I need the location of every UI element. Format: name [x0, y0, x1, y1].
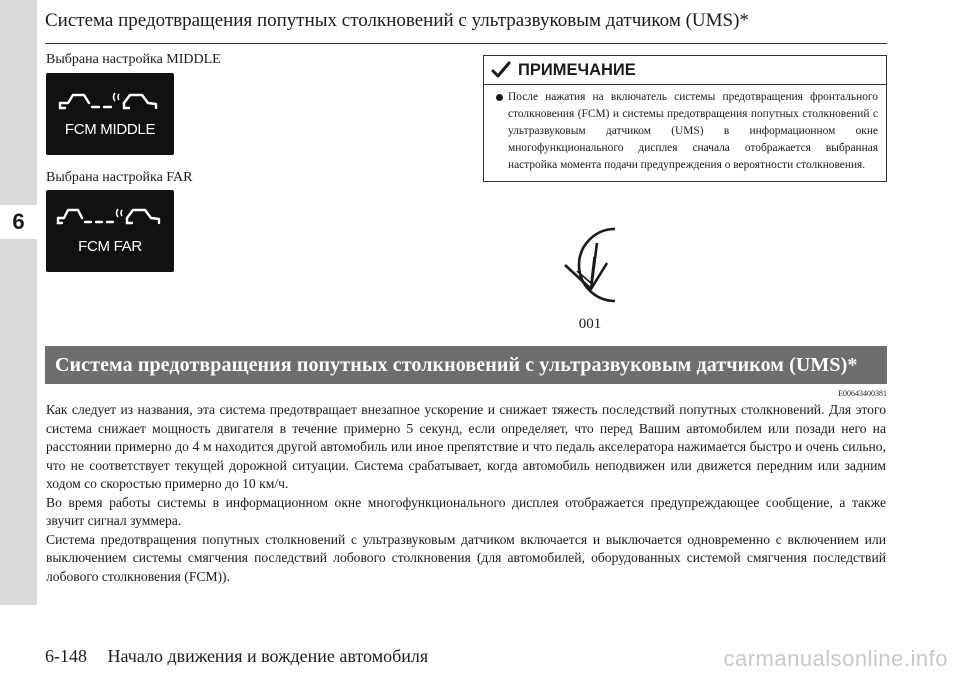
fcm-middle-display: [46, 73, 174, 155]
note-box: [483, 55, 887, 182]
section-title: Система предотвращения попутных столкновений с ультразвуковым датчиком (UMS)*: [55, 353, 858, 376]
section-body: [46, 401, 886, 586]
note-text: После нажатия на включатель системы предотвращения фронтального столкновения (FCM) и системы предотвращения попутных столкновений с ультразвуковым датчиком (UMS) в информационном окне многофункционального дисплея сначала отображается выбранная настройка момента подачи предупреждения о вероятности столкновения.: [508, 91, 878, 171]
note-header: [484, 56, 886, 85]
checkmark-icon: [490, 60, 512, 80]
note-title: ПРИМЕЧАНИЕ: [518, 60, 636, 79]
watermark: carmanualsonline.info: [723, 646, 948, 671]
paragraph-warning: Во время работы системы в информационном окне многофункционального дисплея отображается предупреждающее сообщение, а также звучит сигнал зуммера.: [46, 494, 886, 528]
paragraph-activation: Система предотвращения попутных столкновений с ультразвуковым датчиком включается и выключается одновременно с включением или выключением системы смягчения последствий лобового столкновения (для автомобилей, оборудованных системой смягчения последствий лобового столкновения (FCM)).: [46, 531, 886, 584]
header-rule: [45, 43, 887, 44]
page-number: 6-148: [45, 646, 87, 666]
running-header: Система предотвращения попутных столкновений с ультразвуковым датчиком (UMS)*: [45, 10, 749, 31]
certification-code: 001: [578, 316, 602, 332]
chapter-tab: 6: [0, 205, 37, 239]
document-code: E00643400381: [838, 389, 887, 398]
far-setting-caption: Выбрана настройка FAR: [46, 170, 193, 185]
section-heading-bar: [45, 346, 887, 384]
fcm-middle-icon: [46, 73, 174, 155]
bullet-icon: [496, 94, 503, 101]
page-footer: [45, 646, 428, 667]
fcm-middle-label: FCM MIDDLE: [64, 121, 156, 138]
note-item: [494, 89, 878, 174]
paragraph-intro: Как следует из названия, эта система предотвращает внезапное ускорение и снижает тяжесть последствий попутных столкновений. Для этого система снижает мощность двигателя в течение примерно 5 секунд, если определяет, что перед Вашим автомобилем или позади него на расстоянии примерно до 4 м находится другой автомобиль или иное препятствие и что педаль акселератора нажимается быстро и очень сильно, что не соответствует текущей дорожной ситуации. Система срабатывает, когда автомобиль неподвижен или движется передним или задним ходом со скоростью примерно до 10 км/ч.: [46, 402, 886, 491]
middle-setting-caption: Выбрана настройка MIDDLE: [46, 52, 221, 67]
certification-mark-icon: [555, 217, 627, 313]
fcm-far-icon: [46, 190, 174, 272]
chapter-title: Начало движения и вождение автомобиля: [107, 646, 429, 666]
fcm-far-display: [46, 190, 174, 272]
fcm-far-label: FCM FAR: [78, 238, 142, 255]
chapter-sidebar: [0, 0, 37, 605]
